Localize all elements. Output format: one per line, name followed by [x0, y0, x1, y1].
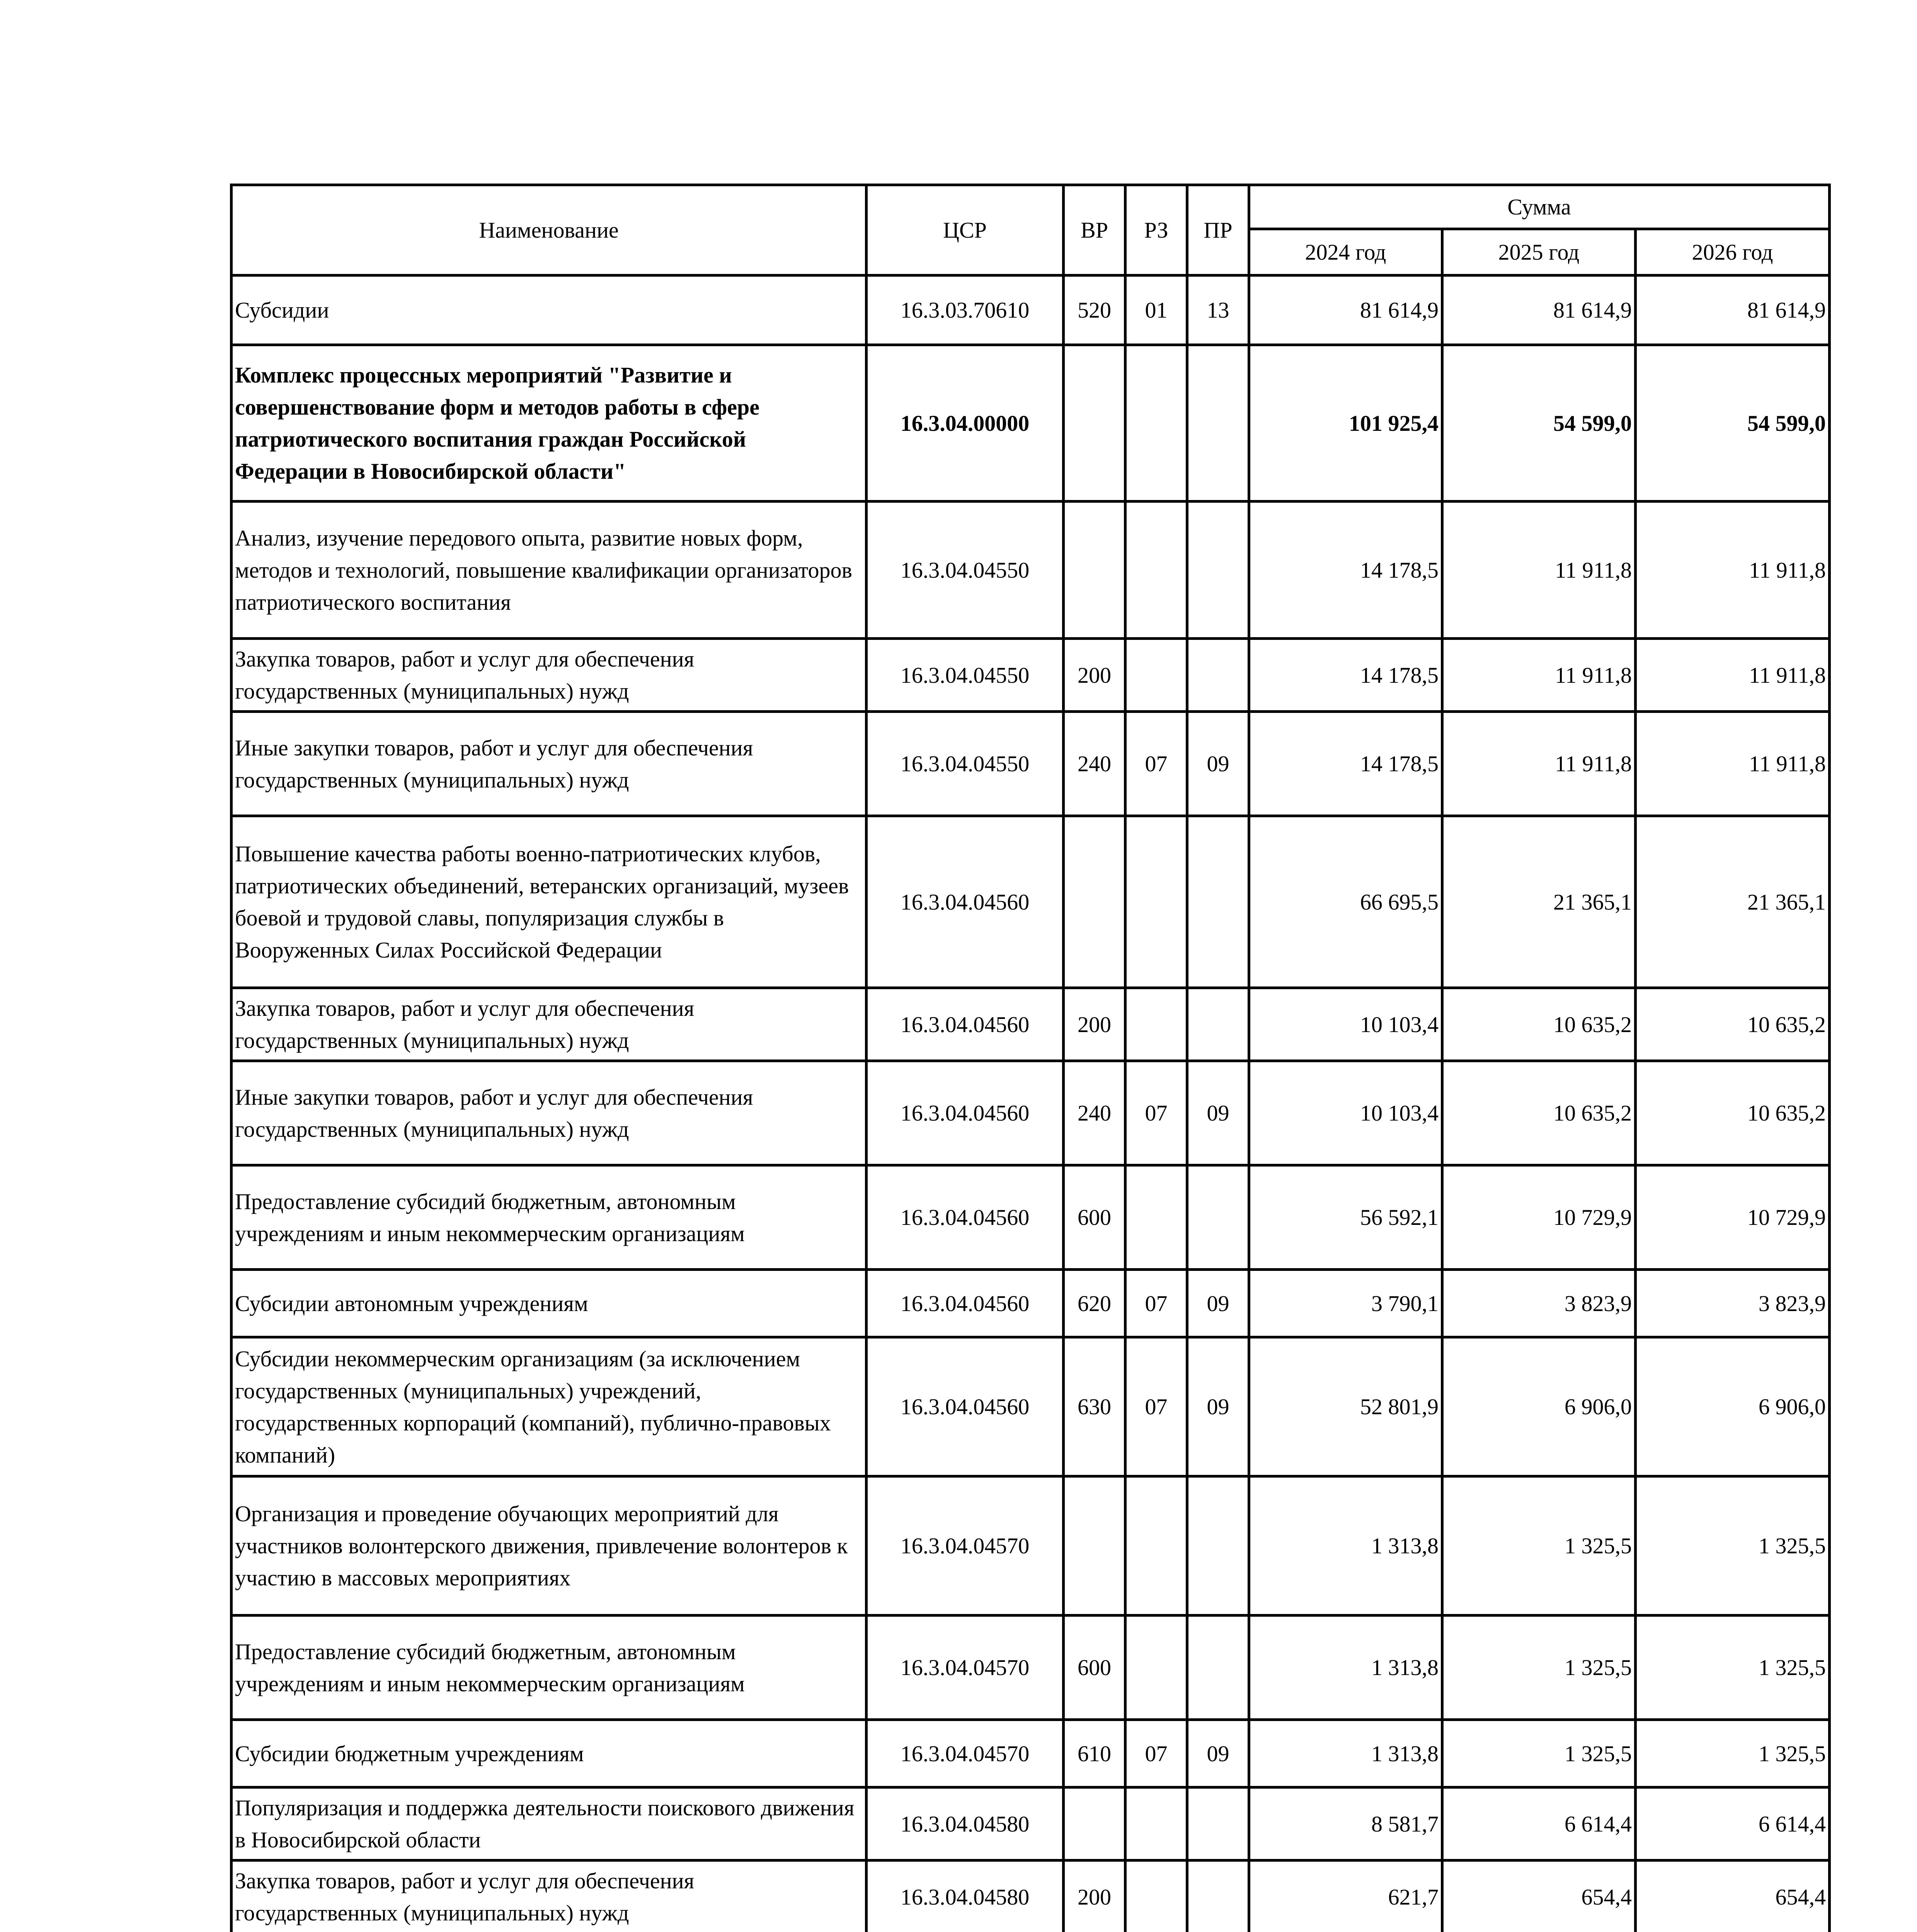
- row-vr: 200: [1064, 988, 1125, 1061]
- row-name: Организация и проведение обучающих мероприятий для участников волонтерского движения, привлечение волонтеров к участию в массовых мероприятиях: [232, 1476, 867, 1616]
- table-body: [232, 276, 1830, 1932]
- budget-table: [230, 184, 1831, 1932]
- row-pr: [1187, 1476, 1249, 1616]
- row-pr: [1187, 1165, 1249, 1270]
- row-sum-2024: 8 581,7: [1249, 1787, 1442, 1861]
- row-csr: 16.3.04.04550: [867, 639, 1064, 712]
- row-sum-2026: 81 614,9: [1636, 276, 1830, 345]
- row-sum-2024: 621,7: [1249, 1861, 1442, 1932]
- row-name: Субсидии автономным учреждениям: [232, 1270, 867, 1337]
- row-sum-2025: 11 911,8: [1442, 502, 1636, 639]
- table-row: [232, 1787, 1830, 1861]
- row-vr: 630: [1064, 1337, 1125, 1476]
- row-name: Популяризация и поддержка деятельности поискового движения в Новосибирской области: [232, 1787, 867, 1861]
- row-name: Закупка товаров, работ и услуг для обеспечения государственных (муниципальных) нужд: [232, 639, 867, 712]
- header-vr: ВР: [1064, 185, 1125, 276]
- row-sum-2024: 14 178,5: [1249, 639, 1442, 712]
- row-name: Иные закупки товаров, работ и услуг для обеспечения государственных (муниципальных) нужд: [232, 1061, 867, 1165]
- row-csr: 16.3.04.04570: [867, 1616, 1064, 1720]
- row-pr: [1187, 502, 1249, 639]
- row-name: Субсидии: [232, 276, 867, 345]
- row-csr: 16.3.04.04570: [867, 1720, 1064, 1787]
- table-row: [232, 1861, 1830, 1932]
- row-rz: [1125, 345, 1187, 502]
- table-row: [232, 1270, 1830, 1337]
- row-name: Анализ, изучение передового опыта, развитие новых форм, методов и технологий, повышение квалификации организаторов патриотического воспитания: [232, 502, 867, 639]
- row-csr: 16.3.04.04560: [867, 1165, 1064, 1270]
- row-pr: [1187, 1787, 1249, 1861]
- row-rz: [1125, 1616, 1187, 1720]
- row-pr: 09: [1187, 1270, 1249, 1337]
- row-pr: [1187, 816, 1249, 988]
- table-row: [232, 276, 1830, 345]
- row-sum-2025: 6 614,4: [1442, 1787, 1636, 1861]
- row-sum-2025: 10 635,2: [1442, 988, 1636, 1061]
- row-csr: 16.3.04.04560: [867, 1337, 1064, 1476]
- table-row: [232, 1616, 1830, 1720]
- row-csr: 16.3.04.04560: [867, 1061, 1064, 1165]
- row-sum-2026: 3 823,9: [1636, 1270, 1830, 1337]
- row-sum-2026: 21 365,1: [1636, 816, 1830, 988]
- row-rz: 07: [1125, 712, 1187, 816]
- row-vr: 600: [1064, 1165, 1125, 1270]
- row-sum-2024: 3 790,1: [1249, 1270, 1442, 1337]
- row-sum-2025: 1 325,5: [1442, 1616, 1636, 1720]
- row-rz: 07: [1125, 1270, 1187, 1337]
- row-csr: 16.3.04.04560: [867, 1270, 1064, 1337]
- header-csr: ЦСР: [867, 185, 1064, 276]
- row-name: Иные закупки товаров, работ и услуг для обеспечения государственных (муниципальных) нужд: [232, 712, 867, 816]
- row-sum-2024: 101 925,4: [1249, 345, 1442, 502]
- header-name: Наименование: [232, 185, 867, 276]
- row-sum-2026: 10 729,9: [1636, 1165, 1830, 1270]
- row-vr: [1064, 816, 1125, 988]
- row-rz: [1125, 639, 1187, 712]
- row-sum-2024: 66 695,5: [1249, 816, 1442, 988]
- table-row: [232, 345, 1830, 502]
- row-sum-2026: 11 911,8: [1636, 502, 1830, 639]
- header-rz: РЗ: [1125, 185, 1187, 276]
- header-year-2026: 2026 год: [1636, 229, 1830, 276]
- row-pr: 09: [1187, 712, 1249, 816]
- row-sum-2026: 6 906,0: [1636, 1337, 1830, 1476]
- row-sum-2024: 14 178,5: [1249, 502, 1442, 639]
- table-row: [232, 1476, 1830, 1616]
- row-sum-2024: 10 103,4: [1249, 988, 1442, 1061]
- row-pr: [1187, 639, 1249, 712]
- row-rz: [1125, 1165, 1187, 1270]
- row-sum-2025: 6 906,0: [1442, 1337, 1636, 1476]
- row-vr: 610: [1064, 1720, 1125, 1787]
- table-row: [232, 1165, 1830, 1270]
- row-name: Повышение качества работы военно-патриотических клубов, патриотических объединений, ветеранских организаций, музеев боевой и трудовой славы, популяризация службы в Вооруженных Силах Российской Федерации: [232, 816, 867, 988]
- row-name: Закупка товаров, работ и услуг для обеспечения государственных (муниципальных) нужд: [232, 988, 867, 1061]
- row-sum-2025: 1 325,5: [1442, 1476, 1636, 1616]
- row-vr: 600: [1064, 1616, 1125, 1720]
- row-csr: 16.3.04.04580: [867, 1787, 1064, 1861]
- row-vr: 520: [1064, 276, 1125, 345]
- row-sum-2025: 54 599,0: [1442, 345, 1636, 502]
- row-sum-2026: 1 325,5: [1636, 1476, 1830, 1616]
- row-name: Предоставление субсидий бюджетным, автономным учреждениям и иным некоммерческим организациям: [232, 1616, 867, 1720]
- row-csr: 16.3.04.00000: [867, 345, 1064, 502]
- row-rz: [1125, 1476, 1187, 1616]
- row-sum-2025: 10 729,9: [1442, 1165, 1636, 1270]
- table-row: [232, 712, 1830, 816]
- row-name: Субсидии бюджетным учреждениям: [232, 1720, 867, 1787]
- row-sum-2025: 21 365,1: [1442, 816, 1636, 988]
- row-pr: [1187, 345, 1249, 502]
- row-sum-2024: 52 801,9: [1249, 1337, 1442, 1476]
- row-rz: 07: [1125, 1337, 1187, 1476]
- row-name: Предоставление субсидий бюджетным, автономным учреждениям и иным некоммерческим организациям: [232, 1165, 867, 1270]
- row-name: Комплекс процессных мероприятий "Развитие и совершенствование форм и методов работы в сфере патриотического воспитания граждан Российской Федерации в Новосибирской области": [232, 345, 867, 502]
- row-rz: 07: [1125, 1720, 1187, 1787]
- header-pr: ПР: [1187, 185, 1249, 276]
- row-csr: 16.3.04.04570: [867, 1476, 1064, 1616]
- row-vr: 200: [1064, 1861, 1125, 1932]
- row-sum-2024: 81 614,9: [1249, 276, 1442, 345]
- row-sum-2025: 1 325,5: [1442, 1720, 1636, 1787]
- row-sum-2025: 81 614,9: [1442, 276, 1636, 345]
- row-sum-2026: 54 599,0: [1636, 345, 1830, 502]
- row-sum-2026: 1 325,5: [1636, 1720, 1830, 1787]
- row-rz: [1125, 502, 1187, 639]
- row-sum-2025: 11 911,8: [1442, 639, 1636, 712]
- row-sum-2024: 1 313,8: [1249, 1616, 1442, 1720]
- row-csr: 16.3.03.70610: [867, 276, 1064, 345]
- row-vr: [1064, 345, 1125, 502]
- table-row: [232, 816, 1830, 988]
- row-vr: [1064, 502, 1125, 639]
- row-sum-2026: 1 325,5: [1636, 1616, 1830, 1720]
- row-sum-2024: 1 313,8: [1249, 1720, 1442, 1787]
- row-sum-2025: 654,4: [1442, 1861, 1636, 1932]
- row-sum-2026: 11 911,8: [1636, 639, 1830, 712]
- row-rz: [1125, 988, 1187, 1061]
- row-sum-2026: 654,4: [1636, 1861, 1830, 1932]
- row-sum-2024: 10 103,4: [1249, 1061, 1442, 1165]
- row-csr: 16.3.04.04580: [867, 1861, 1064, 1932]
- row-sum-2026: 10 635,2: [1636, 988, 1830, 1061]
- row-sum-2025: 10 635,2: [1442, 1061, 1636, 1165]
- row-vr: 240: [1064, 712, 1125, 816]
- row-sum-2024: 56 592,1: [1249, 1165, 1442, 1270]
- row-pr: [1187, 1616, 1249, 1720]
- row-pr: 09: [1187, 1720, 1249, 1787]
- row-vr: 240: [1064, 1061, 1125, 1165]
- row-rz: [1125, 1787, 1187, 1861]
- row-rz: 07: [1125, 1061, 1187, 1165]
- row-name: Субсидии некоммерческим организациям (за исключением государственных (муниципальных) учреждений, государственных корпораций (компаний), публично-правовых компаний): [232, 1337, 867, 1476]
- row-csr: 16.3.04.04550: [867, 502, 1064, 639]
- table-row: [232, 988, 1830, 1061]
- row-vr: [1064, 1787, 1125, 1861]
- header-sum: Сумма: [1249, 185, 1830, 229]
- row-pr: [1187, 1861, 1249, 1932]
- row-vr: [1064, 1476, 1125, 1616]
- table-row: [232, 1337, 1830, 1476]
- row-sum-2026: 10 635,2: [1636, 1061, 1830, 1165]
- row-csr: 16.3.04.04550: [867, 712, 1064, 816]
- row-csr: 16.3.04.04560: [867, 816, 1064, 988]
- header-year-2025: 2025 год: [1442, 229, 1636, 276]
- header-year-2024: 2024 год: [1249, 229, 1442, 276]
- row-pr: [1187, 988, 1249, 1061]
- table-row: [232, 1061, 1830, 1165]
- header-row: [232, 185, 1830, 229]
- row-pr: 13: [1187, 276, 1249, 345]
- table-row: [232, 502, 1830, 639]
- row-name: Закупка товаров, работ и услуг для обеспечения государственных (муниципальных) нужд: [232, 1861, 867, 1932]
- row-rz: 01: [1125, 276, 1187, 345]
- row-vr: 620: [1064, 1270, 1125, 1337]
- table-row: [232, 1720, 1830, 1787]
- row-vr: 200: [1064, 639, 1125, 712]
- row-sum-2024: 14 178,5: [1249, 712, 1442, 816]
- row-pr: 09: [1187, 1337, 1249, 1476]
- row-pr: 09: [1187, 1061, 1249, 1165]
- row-rz: [1125, 816, 1187, 988]
- row-sum-2026: 6 614,4: [1636, 1787, 1830, 1861]
- row-csr: 16.3.04.04560: [867, 988, 1064, 1061]
- row-sum-2025: 11 911,8: [1442, 712, 1636, 816]
- table-row: [232, 639, 1830, 712]
- row-sum-2026: 11 911,8: [1636, 712, 1830, 816]
- row-rz: [1125, 1861, 1187, 1932]
- row-sum-2025: 3 823,9: [1442, 1270, 1636, 1337]
- row-sum-2024: 1 313,8: [1249, 1476, 1442, 1616]
